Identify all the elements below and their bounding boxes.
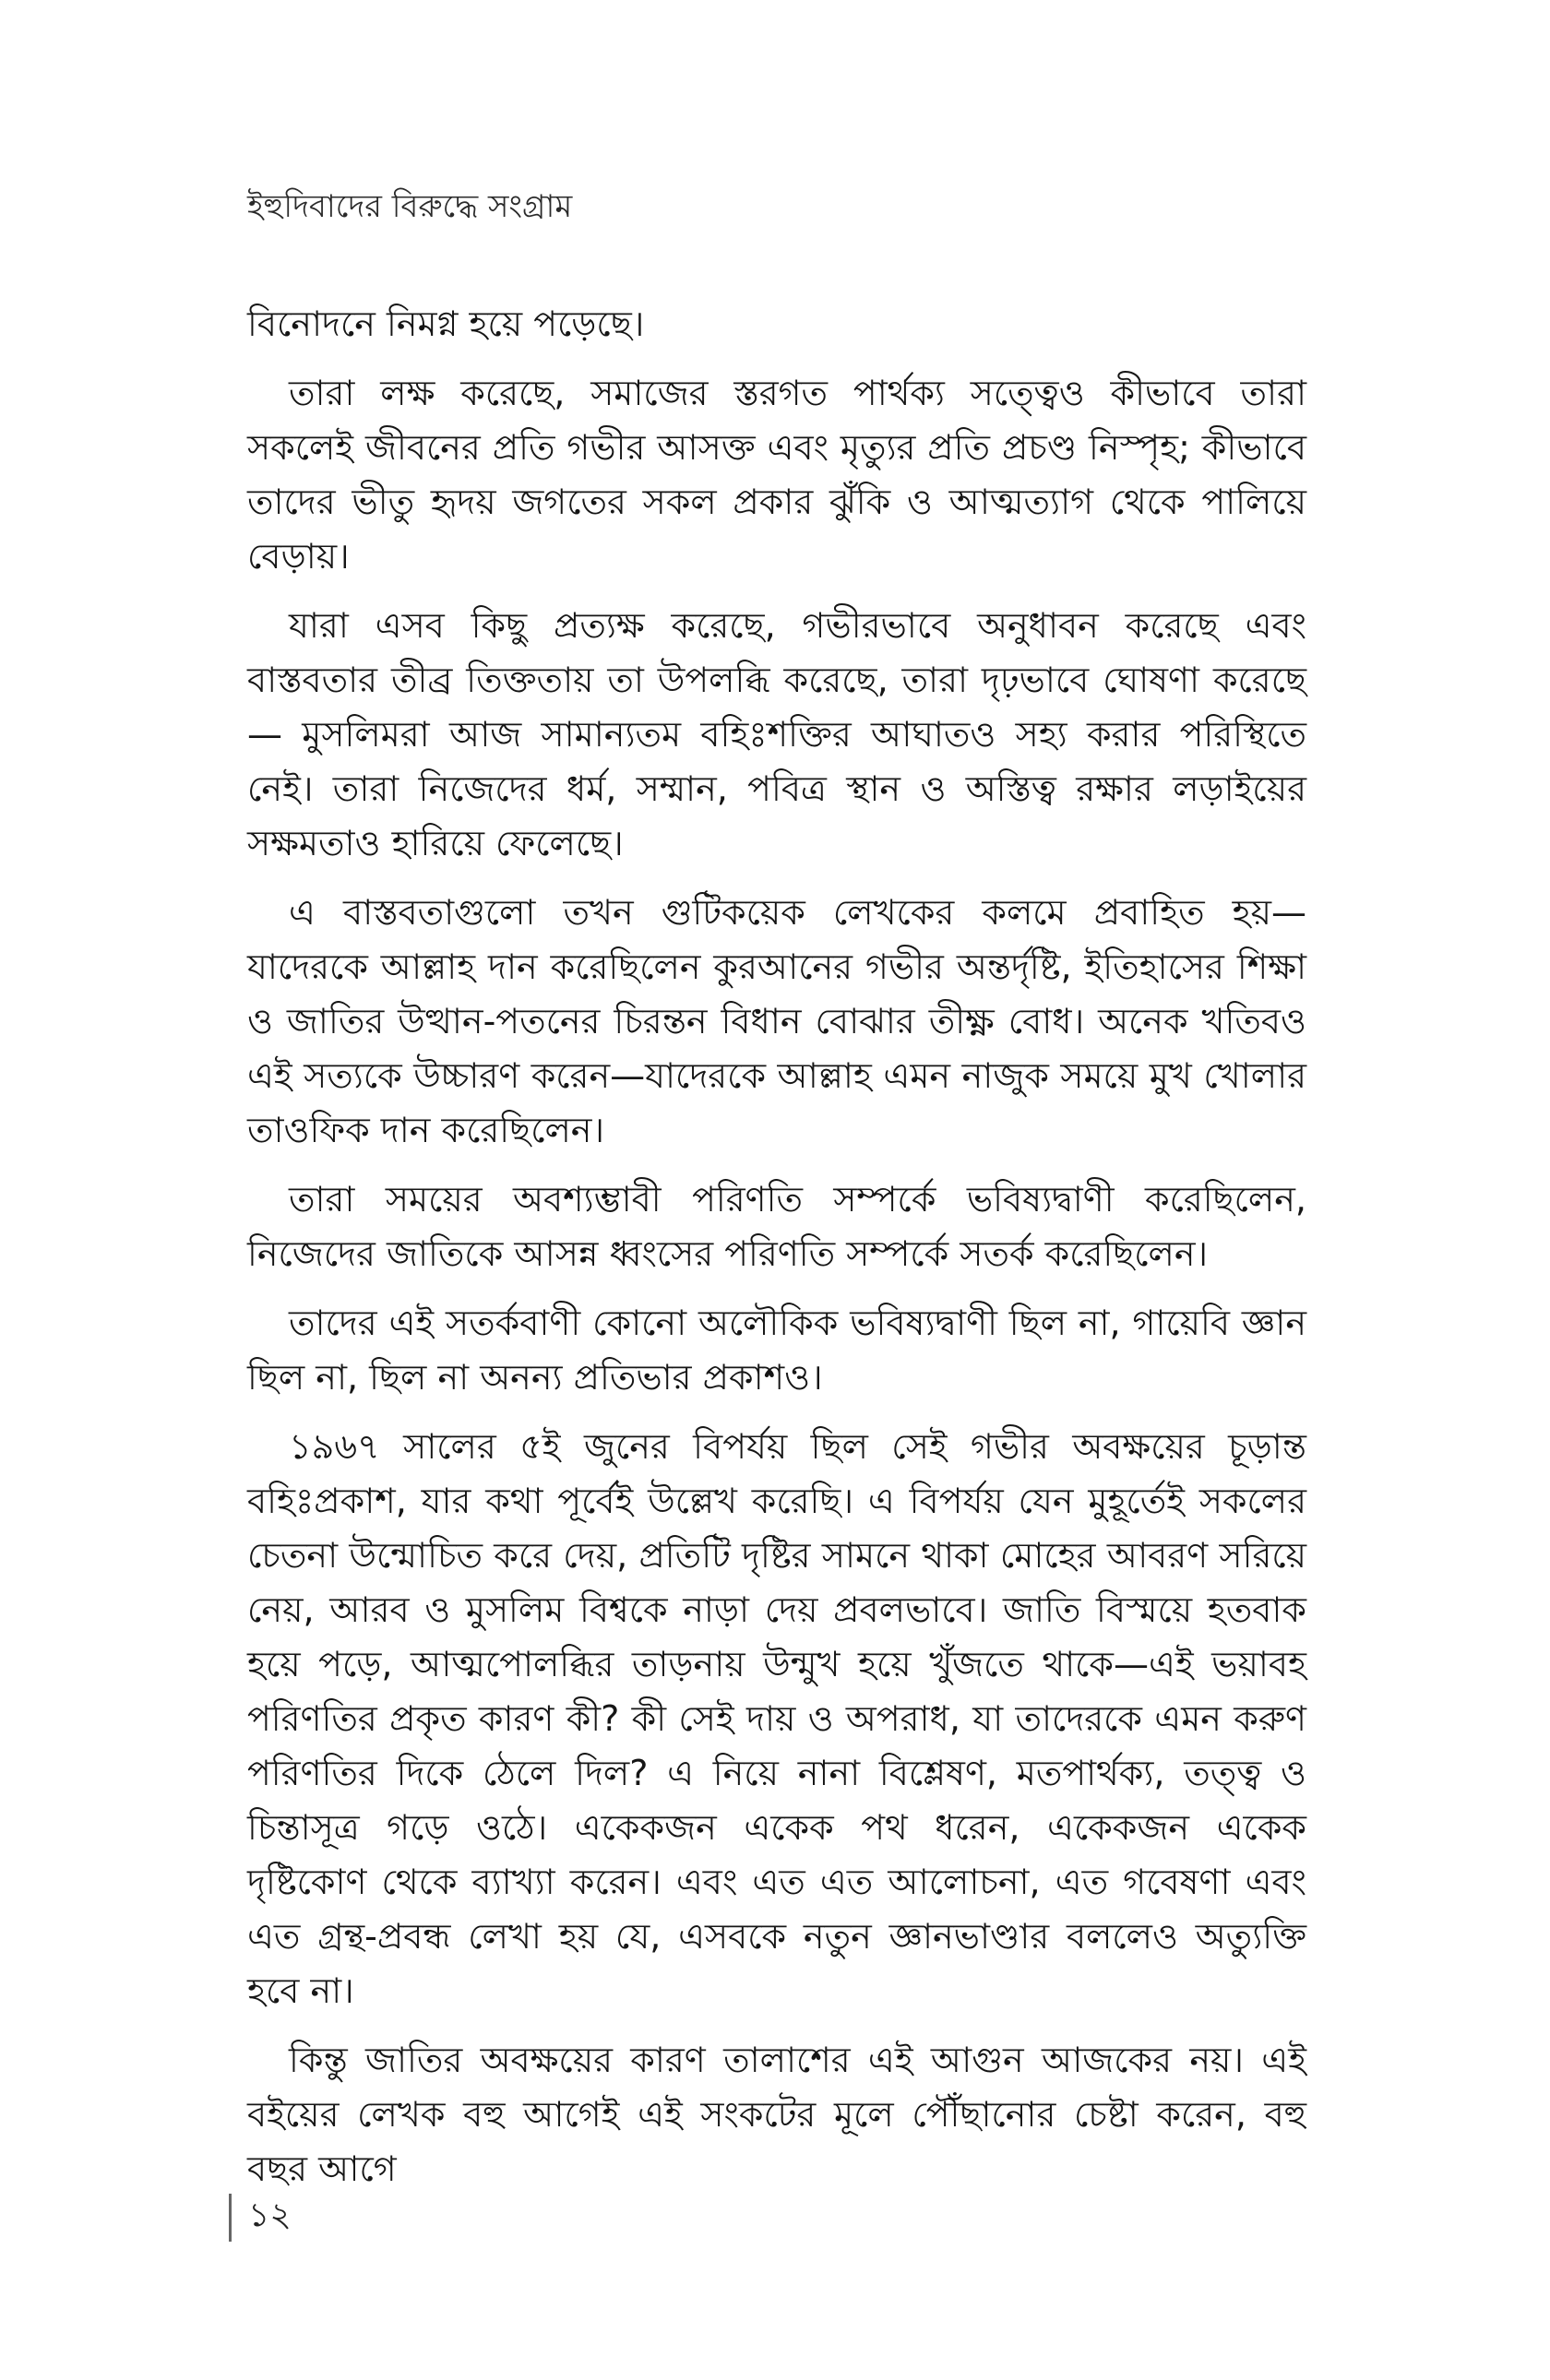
body-text [247,297,1306,2211]
paragraph: কিন্তু জাতির অবক্ষয়ের কারণ তালাশের এই আগুন আজকের নয়। এই বইয়ের লেখক বহু আগেই এই সংকটের মূলে পৌঁছানোর চেষ্টা করেন, বহু বছর আগে [247,2040,1306,2189]
paragraph: তারা সময়ের অবশ্যম্ভাবী পরিণতি সম্পর্কে ভবিষ্যদ্বাণী করেছিলেন, নিজেদের জাতিকে আসন্ন ধ্বংসের পরিণতি সম্পর্কে সতর্ক করেছিলেন। [247,1179,1306,1274]
folio-rule [229,2194,232,2242]
paragraph: যারা এসব কিছু প্রত্যক্ষ করেছে, গভীরভাবে অনুধাবন করেছে এবং বাস্তবতার তীব্র তিক্ততায় তা উপলব্ধি করেছে, তারা দৃঢ়ভাবে ঘোষণা করেছে— মুসলিমরা আজ সামান্যতম বহিঃশক্তির আঘাতও সহ্য করার পরিস্থিতে নেই। তারা নিজেদের ধর্ম, সম্মান, পবিত্র স্থান ও অস্তিত্ব রক্ষার লড়াইয়ের সক্ষমতাও হারিয়ে ফেলেছে। [247,605,1306,863]
paragraph-continued: বিনোদনে নিমগ্ন হয়ে পড়েছে। [247,303,645,344]
paragraph: তারা লক্ষ করেছে, সমাজের স্তরগত পার্থক্য সত্ত্বেও কীভাবে তারা সকলেই জীবনের প্রতি গভীর আসক্ত এবং মৃত্যুর প্রতি প্রচণ্ড নিস্পৃহ; কীভাবে তাদের ভীতু হৃদয় জগতের সকল প্রকার ঝুঁকি ও আত্মত্যাগ থেকে পালিয়ে বেড়ায়। [247,373,1306,577]
paragraph: ১৯৬৭ সালের ৫ই জুনের বিপর্যয় ছিল সেই গভীর অবক্ষয়ের চূড়ান্ত বহিঃপ্রকাশ, যার কথা পূর্বেই উল্লেখ করেছি। এ বিপর্যয় যেন মুহূর্তেই সকলের চেতনা উন্মোচিত করে দেয়, প্রতিটি দৃষ্টির সামনে থাকা মোহের আবরণ সরিয়ে নেয়, আরব ও মুসলিম বিশ্বকে নাড়া দেয় প্রবলভাবে। জাতি বিস্ময়ে হতবাক হয়ে পড়ে, আত্মপোলব্ধির তাড়নায় উন্মুখ হয়ে খুঁজতে থাকে—এই ভয়াবহ পরিণতির প্রকৃত কারণ কী? কী সেই দায় ও অপরাধ, যা তাদেরকে এমন করুণ পরিণতির দিকে ঠেলে দিল? এ নিয়ে নানা বিশ্লেষণ, মতপার্থক্য, তত্ত্ব ও চিন্তাসূত্র গড়ে ওঠে। একেকজন একেক পথ ধরেন, একেকজন একেক দৃষ্টিকোণ থেকে ব্যাখ্যা করেন। এবং এত এত আলোচনা, এত গবেষণা এবং এত গ্রন্থ-প্রবন্ধ লেখা হয় যে, এসবকে নতুন জ্ঞানভাণ্ডার বললেও অত্যুক্তি হবে না। [247,1426,1306,2011]
running-head: ইহুদিবাদের বিরুদ্ধে সংগ্রাম [247,188,573,225]
folio [229,2194,292,2242]
page-number: ১২ [248,2196,292,2234]
paragraph: তাদের এই সতর্কবাণী কোনো অলৌকিক ভবিষ্যদ্বাণী ছিল না, গায়েবি জ্ঞান ছিল না, ছিল না অনন্য প্রতিভার প্রকাশও। [247,1303,1306,1398]
paragraph: এ বাস্তবতাগুলো তখন গুটিকয়েক লেখকের কলমে প্রবাহিত হয়—যাদেরকে আল্লাহ দান করেছিলেন কুরআনের গভীর অন্তর্দৃষ্টি, ইতিহাসের শিক্ষা ও জাতির উত্থান-পতনের চিরন্তন বিধান বোঝার তীক্ষ্ণ বোধ। অনেক খতিবও এই সত্যকে উচ্চারণ করেন—যাদেরকে আল্লাহ এমন নাজুক সময়ে মুখ খোলার তাওফিক দান করেছিলেন। [247,892,1306,1150]
